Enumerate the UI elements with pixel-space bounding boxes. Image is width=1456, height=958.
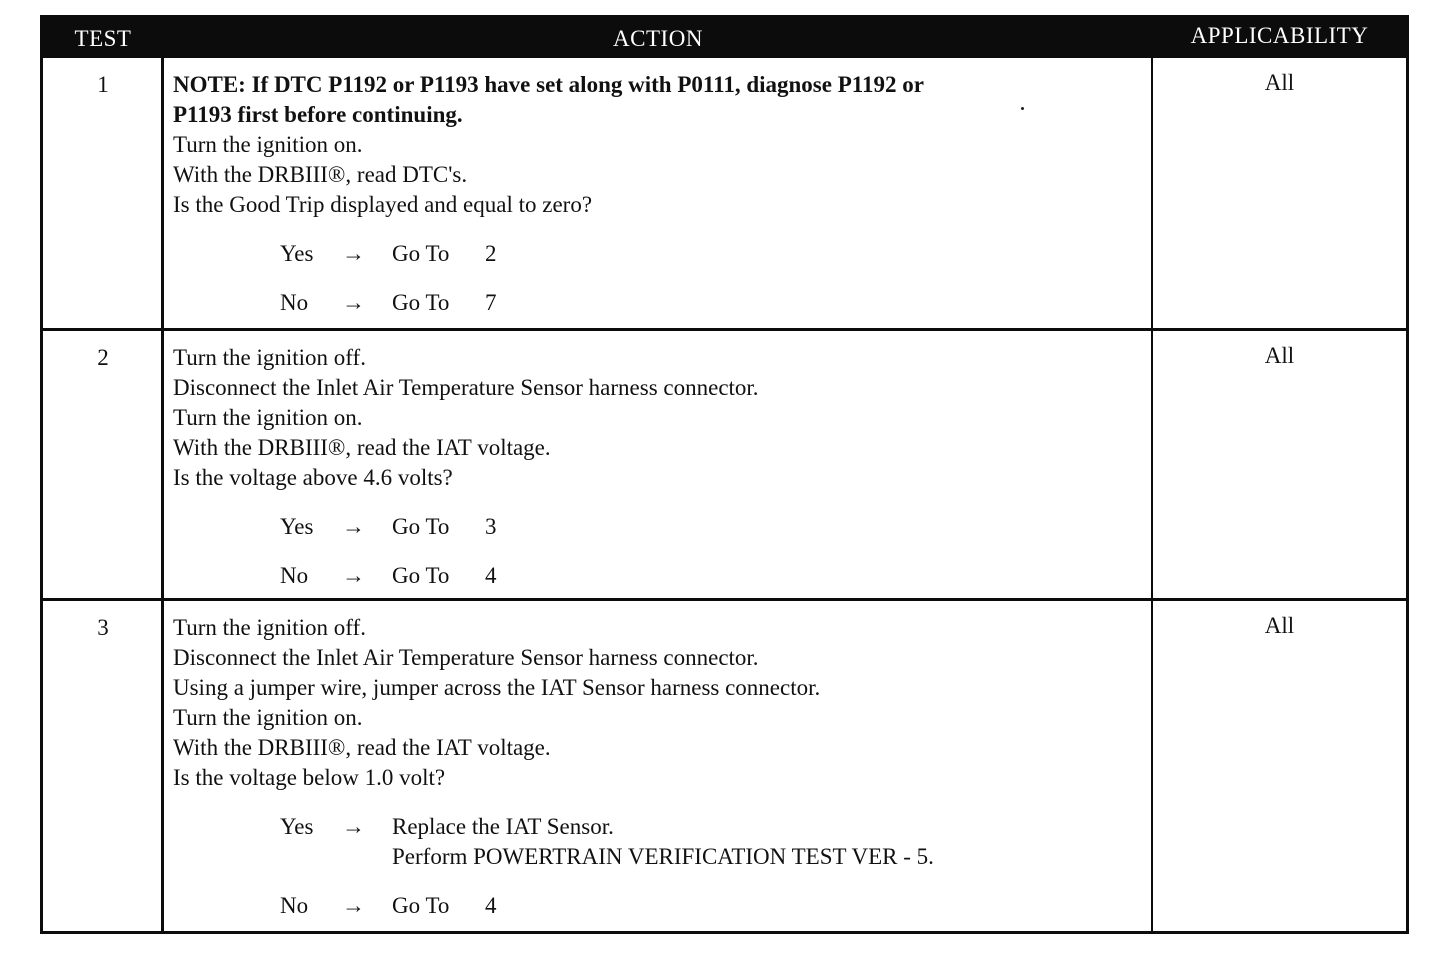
arrow-icon: → xyxy=(342,290,365,315)
goto-label: Go To xyxy=(392,290,450,315)
step-text: Is the voltage above 4.6 volts? xyxy=(173,465,453,490)
header-test: TEST xyxy=(74,26,132,51)
step-text: Turn the ignition off. xyxy=(173,615,366,640)
table-row xyxy=(43,331,1406,601)
applicability-value: All xyxy=(1264,70,1295,95)
result-text: Replace the IAT Sensor. xyxy=(392,814,614,839)
header-action: ACTION xyxy=(613,26,703,51)
goto-target: 7 xyxy=(485,290,497,315)
action-cell xyxy=(173,613,1148,940)
arrow-icon: → xyxy=(342,514,365,539)
test-number: 3 xyxy=(97,615,109,640)
arrow-icon: → xyxy=(342,893,365,918)
choice-no xyxy=(280,891,1148,921)
answer-label: Yes xyxy=(280,241,314,266)
answer-label: Yes xyxy=(280,814,314,839)
answer-label: No xyxy=(280,290,309,315)
arrow-icon: → xyxy=(342,241,365,266)
arrow-icon: → xyxy=(342,563,365,588)
step-text: With the DRBIII®, read the IAT voltage. xyxy=(173,435,551,460)
answer-label: Yes xyxy=(280,514,314,539)
applicability-value: All xyxy=(1264,613,1295,638)
step-text: Disconnect the Inlet Air Temperature Sensor harness connector. xyxy=(173,375,759,400)
test-number: 2 xyxy=(97,345,109,370)
arrow-icon: → xyxy=(342,814,365,839)
table-row xyxy=(43,601,1406,931)
step-text: With the DRBIII®, read DTC's. xyxy=(173,162,468,187)
action-cell xyxy=(173,343,1148,610)
diagnostic-test-table xyxy=(40,15,1409,934)
choice-no xyxy=(280,561,1148,591)
column-divider xyxy=(1151,58,1153,931)
step-text: Using a jumper wire, jumper across the IAT Sensor harness connector. xyxy=(173,675,821,700)
step-text: Is the Good Trip displayed and equal to zero? xyxy=(173,192,593,217)
table-row xyxy=(43,58,1406,331)
column-divider xyxy=(161,58,164,931)
choice-yes xyxy=(280,239,1148,269)
result-text: Perform POWERTRAIN VERIFICATION TEST VER - 5. xyxy=(392,844,934,869)
answer-label: No xyxy=(280,563,309,588)
step-text: Turn the ignition on. xyxy=(173,705,363,730)
note-text: P1193 first before continuing. xyxy=(173,102,463,127)
applicability-value: All xyxy=(1264,343,1295,368)
test-number: 1 xyxy=(97,72,109,97)
step-text: Turn the ignition off. xyxy=(173,345,366,370)
action-cell xyxy=(173,70,1148,337)
step-text: Turn the ignition on. xyxy=(173,132,363,157)
goto-label: Go To xyxy=(392,241,450,266)
goto-label: Go To xyxy=(392,514,450,539)
step-text: Is the voltage below 1.0 volt? xyxy=(173,765,446,790)
table-header xyxy=(43,18,1406,58)
choice-list xyxy=(280,812,1148,921)
goto-target: 4 xyxy=(485,563,497,588)
choice-yes xyxy=(280,512,1148,542)
step-text: With the DRBIII®, read the IAT voltage. xyxy=(173,735,551,760)
step-text: Turn the ignition on. xyxy=(173,405,363,430)
goto-label: Go To xyxy=(392,563,450,588)
scan-speck xyxy=(1021,107,1024,110)
answer-label: No xyxy=(280,893,309,918)
step-text: Disconnect the Inlet Air Temperature Sensor harness connector. xyxy=(173,645,759,670)
choice-list xyxy=(280,512,1148,591)
goto-target: 2 xyxy=(485,241,497,266)
choice-no xyxy=(280,288,1148,318)
choice-list xyxy=(280,239,1148,318)
choice-yes xyxy=(280,812,1148,872)
note-text: NOTE: If DTC P1192 or P1193 have set along with P0111, diagnose P1192 or xyxy=(173,72,924,97)
goto-target: 3 xyxy=(485,514,497,539)
goto-target: 4 xyxy=(485,893,497,918)
header-applicability: APPLICABILITY xyxy=(1190,23,1369,48)
goto-label: Go To xyxy=(392,893,450,918)
